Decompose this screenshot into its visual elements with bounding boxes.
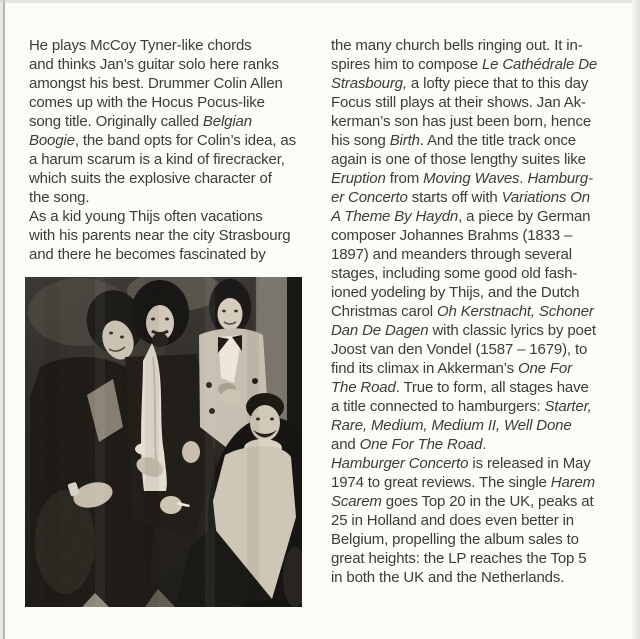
text-line xyxy=(331,568,625,587)
text-segment: the many church bells ringing out. It in- xyxy=(331,37,583,54)
text-segment: his song xyxy=(331,132,390,149)
text-segment: great heights: the LP reaches the Top 5 xyxy=(331,550,587,567)
italic-text-segment: Dan De Dagen xyxy=(331,322,429,339)
text-segment: composer Johannes Brahms (1833 – xyxy=(331,227,573,244)
text-line xyxy=(29,188,317,207)
text-line xyxy=(29,36,317,55)
italic-text-segment: Rare, Medium, Medium II, Well Done xyxy=(331,417,572,434)
text-segment: with classic lyrics by poet xyxy=(428,322,596,339)
italic-text-segment: Le Cathédrale De xyxy=(481,56,598,73)
text-segment: from xyxy=(385,170,424,187)
band-photo xyxy=(25,277,302,607)
text-segment: and thinks Jan’s guitar solo here ranks xyxy=(29,56,279,73)
text-line xyxy=(331,169,625,188)
text-segment: goes Top 20 in the UK, peaks at xyxy=(381,493,594,510)
scan-edge-left-line xyxy=(3,0,5,639)
text-segment: starts off with xyxy=(407,189,502,206)
text-line xyxy=(331,340,625,359)
text-segment: and there he becomes fascinated by xyxy=(29,246,266,263)
italic-text-segment: Starter, xyxy=(544,398,592,415)
italic-text-segment: Harem xyxy=(550,474,596,491)
text-line xyxy=(331,55,625,74)
text-line xyxy=(331,359,625,378)
text-segment: is released in May xyxy=(468,455,591,472)
text-segment: , a piece by German xyxy=(458,208,591,225)
text-line xyxy=(331,150,625,169)
italic-text-segment: Hamburger Concerto xyxy=(331,455,469,472)
text-segment: and xyxy=(331,436,360,453)
text-segment: comes up with the Hocus Pocus-like xyxy=(29,94,265,111)
scan-edge-top xyxy=(0,0,640,3)
text-segment: amongst his best. Drummer Colin Allen xyxy=(29,75,283,92)
text-segment: He plays McCoy Tyner-like chords xyxy=(29,37,252,54)
italic-text-segment: One For xyxy=(517,360,572,377)
italic-text-segment: Strasbourg, xyxy=(331,75,407,92)
text-segment: song title. Originally called xyxy=(29,113,203,130)
text-line xyxy=(29,245,317,264)
text-line xyxy=(331,397,625,416)
text-line xyxy=(29,150,317,169)
text-line xyxy=(331,492,625,511)
text-line xyxy=(331,530,625,549)
right-text-column xyxy=(331,36,625,587)
band-photo-illustration xyxy=(25,277,302,607)
text-segment: Christmas carol xyxy=(331,303,437,320)
text-line xyxy=(29,169,317,188)
text-line xyxy=(331,112,625,131)
text-line xyxy=(331,226,625,245)
text-segment: ioned yodeling by Thijs, and the Dutch xyxy=(331,284,580,301)
text-line xyxy=(331,245,625,264)
italic-text-segment: Hamburg- xyxy=(527,170,593,187)
text-segment: . And the title track once xyxy=(419,132,576,149)
text-line xyxy=(29,112,317,131)
text-segment: with his parents near the city Strasbourg xyxy=(29,227,291,244)
text-segment: stages, including some good old fash- xyxy=(331,265,578,282)
text-segment: kerman’s son has just been born, hence xyxy=(331,113,592,130)
text-line xyxy=(331,549,625,568)
text-segment: . xyxy=(519,170,528,187)
italic-text-segment: Boogie xyxy=(29,132,75,149)
italic-text-segment: Variations On xyxy=(501,189,590,206)
text-segment: which suits the explosive character of xyxy=(29,170,272,187)
text-line xyxy=(331,435,625,454)
text-line xyxy=(331,188,625,207)
text-line xyxy=(331,454,625,473)
text-line xyxy=(331,264,625,283)
text-segment: in both the UK and the Netherlands. xyxy=(331,569,565,586)
text-segment: a title connected to hamburgers: xyxy=(331,398,545,415)
text-line xyxy=(331,321,625,340)
text-segment: Joost van den Vondel (1587 – 1679), to xyxy=(331,341,588,358)
italic-text-segment: Moving Waves xyxy=(423,170,520,187)
text-line xyxy=(331,74,625,93)
italic-text-segment: Scarem xyxy=(331,493,382,510)
text-segment: 25 in Holland and does even better in xyxy=(331,512,574,529)
left-text-column xyxy=(29,36,317,264)
text-line xyxy=(29,93,317,112)
text-segment: Focus still plays at their shows. Jan Ak- xyxy=(331,94,586,111)
text-line xyxy=(29,131,317,150)
italic-text-segment: er Concerto xyxy=(331,189,408,206)
italic-text-segment: Oh Kerstnacht, Schoner xyxy=(436,303,594,320)
text-segment: again is one of those lengthy suites like xyxy=(331,151,586,168)
italic-text-segment: The Road xyxy=(331,379,396,396)
text-line xyxy=(331,416,625,435)
text-line xyxy=(331,93,625,112)
text-line xyxy=(29,226,317,245)
text-line xyxy=(331,283,625,302)
text-segment: spires him to compose xyxy=(331,56,482,73)
text-line xyxy=(331,36,625,55)
text-line xyxy=(331,131,625,150)
text-segment: , the band opts for Colin’s idea, as xyxy=(74,132,296,149)
text-segment: . True to form, all stages have xyxy=(395,379,589,396)
text-segment: . xyxy=(482,436,487,453)
text-line xyxy=(331,511,625,530)
text-line xyxy=(331,207,625,226)
text-segment: find its climax in Akkerman’s xyxy=(331,360,518,377)
text-segment: a lofty piece that to this day xyxy=(406,75,589,92)
italic-text-segment: Eruption xyxy=(331,170,386,187)
text-line xyxy=(331,302,625,321)
text-segment: 1974 to great reviews. The single xyxy=(331,474,551,491)
italic-text-segment: One For The Road xyxy=(359,436,483,453)
text-segment: As a kid young Thijs often vacations xyxy=(29,208,263,225)
text-line xyxy=(29,207,317,226)
text-segment: Belgium, propelling the album sales to xyxy=(331,531,579,548)
italic-text-segment: Belgian xyxy=(202,113,252,130)
text-segment: a harum scarum is a kind of firecracker, xyxy=(29,151,285,168)
text-line xyxy=(29,74,317,93)
text-segment: the song. xyxy=(29,189,90,206)
italic-text-segment: Birth xyxy=(389,132,420,149)
text-segment: 1897) and meanders through several xyxy=(331,246,572,263)
text-line xyxy=(29,55,317,74)
grain-overlay xyxy=(25,277,302,607)
text-line xyxy=(331,378,625,397)
scan-edge-right xyxy=(632,0,640,639)
italic-text-segment: A Theme By Haydn xyxy=(331,208,459,225)
text-line xyxy=(331,473,625,492)
